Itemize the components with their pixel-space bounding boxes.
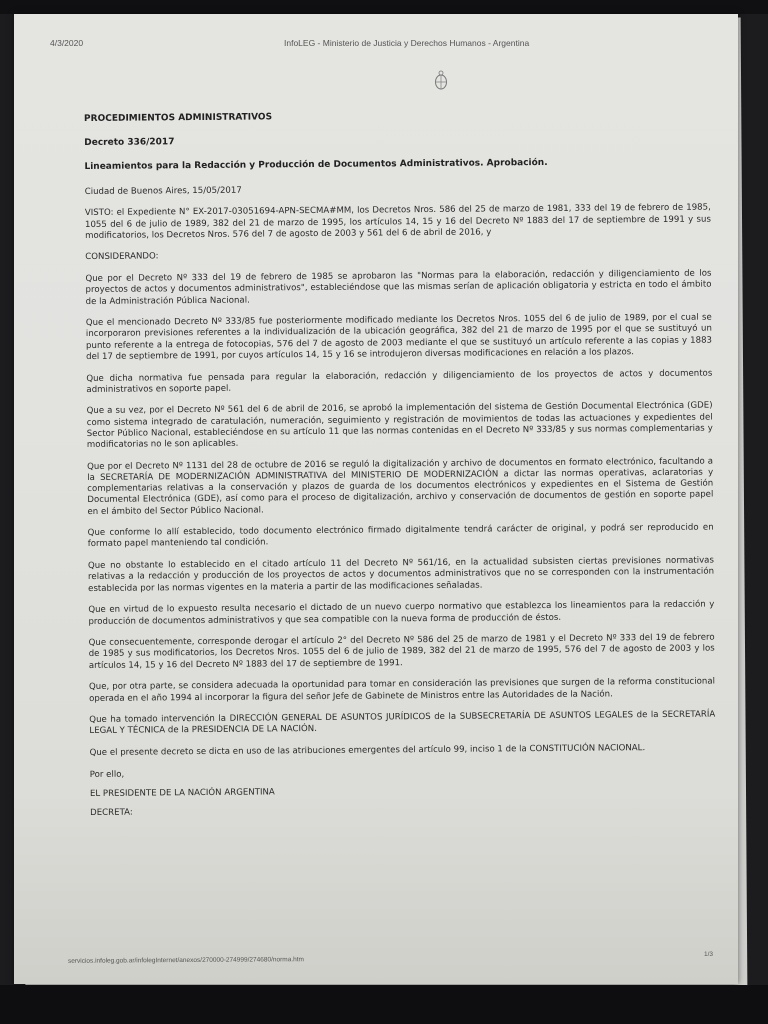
place-and-date: Ciudad de Buenos Aires, 15/05/2017 (84, 185, 242, 197)
document-page (14, 14, 738, 984)
paragraph-considerando: CONSIDERANDO: (85, 251, 159, 263)
decree-number: Decreto 336/2017 (84, 137, 175, 149)
section-heading: PROCEDIMIENTOS ADMINISTRATIVOS (84, 112, 273, 124)
paragraph-decreta: DECRETA: (90, 807, 133, 819)
paragraph: Que a su vez, por el Decreto Nº 561 del 6 de abril de 2016, se aprobó la implementación del sistema de Gestión Documental Electrónica (GDE) como sistema integrado de caratulación, numeración, seguimiento y registración de movimientos de todas las actuaciones y expedientes del Sector Público Nacional, estableciéndose en su artículo 11 que las normas contenidas en el Decreto Nº 333/85 y sus normas complementarias y modificatorias no le son aplicables. (86, 400, 713, 451)
photo-backdrop-top (0, 0, 768, 14)
photo-backdrop-bottom (0, 985, 768, 1024)
page-number: 1/3 (704, 951, 714, 958)
paragraph: Que dicha normativa fue pensada para regular la elaboración, redacción y diligenciamiento de los proyectos de actos y documentos administrativos en soporte papel. (86, 368, 713, 395)
paragraph: Que el presente decreto se dicta en uso de las atribuciones emergentes del artículo 99, inciso 1 de la CONSTITUCIÓN NACIONAL. (89, 743, 646, 759)
paragraph: Que consecuentemente, corresponde derogar el artículo 2° del Decreto Nº 586 del 25 de marzo de 1981 y el Decreto Nº 333 del 19 de febrero de 1985 y sus modificatorios, los Decretos Nros. 1055 del 6 de julio de 1989, 382 del 21 de marzo de 1995, 576 del 7 de agosto de 2003 y los artículos 14, 15 y 16 del Decreto Nº 1883 del 17 de septiembre de 1991. (88, 632, 715, 671)
paragraph: Que no obstante lo establecido en el citado artículo 11 del Decreto Nº 561/16, en la actualidad subsisten ciertas previsiones normativas relativas a la redacción y producción de los proyectos de actos y documentos administrativos que no se corresponden con la instrumentación establecida por las normas vigentes en la materia a partir de las modificaciones señaladas. (87, 555, 715, 594)
print-site-title: InfoLEG - Ministerio de Justicia y Derechos Humanos - Argentina (284, 38, 530, 48)
argentina-coat-of-arms-icon (434, 70, 448, 92)
paragraph: Que ha tomado intervención la DIRECCIÓN GENERAL DE ASUNTOS JURÍDICOS de la SUBSECRETARÍA DE ASUNTOS LEGALES de la SECRETARÍA LEGAL Y TÉCNICA de la PRESIDENCIA DE LA NACIÓN. (89, 709, 716, 737)
print-date: 4/3/2020 (50, 38, 84, 48)
paragraph: Que en virtud de lo expuesto resulta necesario el dictado de un nuevo cuerpo normativo que establezca los lineamientos para la redacción y producción de documentos administrativos y que sea compatible con la nueva forma de producción de éstos. (88, 599, 715, 627)
print-footer-url: servicios.infoleg.gob.ar/infolegInternet/anexos/270000-274999/274680/norma.htm (67, 956, 304, 965)
document-body (84, 109, 716, 828)
paragraph-presidente: EL PRESIDENTE DE LA NACIÓN ARGENTINA (89, 787, 275, 800)
paragraph: Que por el Decreto Nº 333 del 19 de febrero de 1985 se aprobaron las "Normas para la elaboración, redacción y diligenciamiento de los proyectos de actos y documentos administrativos", estableciéndose que las mismas serían de aplicación obligatoria y estricta en todo el ámbito de la Administración Pública Nacional. (85, 268, 712, 307)
paragraph: Que el mencionado Decreto Nº 333/85 fue posteriormente modificado mediante los Decretos Nros. 1055 del 6 de julio de 1989, por el cual se incorporaron previsiones referentes a la individualización de la ubicación geográfica, 382 del 21 de marzo de 1995 por el que se sustituyó un punto referente a la entrega de fotocopias, 576 del 7 de agosto de 2003 mediante el que se sustituyó un artículo referente a las copias y 1883 del 17 de septiembre de 1991, por cuyos artículos 14, 15 y 16 se introdujeron diversas modificaciones en relación a los plazos. (85, 312, 713, 362)
paragraph: Que conforme lo allí establecido, todo documento electrónico firmado digitalmente tendrá carácter de original, y podrá ser reproducido en formato papel manteniendo tal condición. (87, 522, 714, 550)
decree-subject: Lineamientos para la Redacción y Producción de Documentos Administrativos. Aprobación. (84, 158, 548, 173)
paragraph-por-ello: Por ello, (89, 769, 125, 780)
paragraph: Que, por otra parte, se considera adecuada la oportunidad para tomar en consideración las previsiones que surgen de la reforma constitucional operada en el año 1994 al incorporar la figura del señor Jefe de Gabinete de Ministros entre las Autoridades de la Nación. (88, 676, 716, 704)
paragraph: Que por el Decreto Nº 1131 del 28 de octubre de 2016 se reguló la digitalización y archivo de documentos en formato electrónico, facultando a la SECRETARÍA DE MODERNIZACIÓN ADMINISTRATIVA del MINISTERIO DE MODERNIZACIÓN a dictar las normas operativas, aclaratorias y complementarias relativas a la conservación y plazos de guarda de los documentos electrónicos y expedientes en el Sistema de Gestión Documental Electrónica (GDE), así como para el proceso de digitalización, archivo y conservación de documentos de gestión en soporte papel en el ámbito del Sector Público Nacional. (87, 456, 714, 517)
paragraph-visto: VISTO: el Expediente N° EX-2017-03051694-APN-SECMA#MM, los Decretos Nros. 586 del 25 de marzo de 1981, 333 del 19 de febrero de 1985, 1055 del 6 de julio de 1989, 382 del 21 de marzo de 1995, los artículos 14, 15 y 16 del Decreto Nº 1883 del 17 de septiembre de 1991 y sus modificatorios, los Decretos Nros. 576 del 7 de agosto de 2003 y 561 del 6 de abril de 2016, y (84, 202, 711, 241)
